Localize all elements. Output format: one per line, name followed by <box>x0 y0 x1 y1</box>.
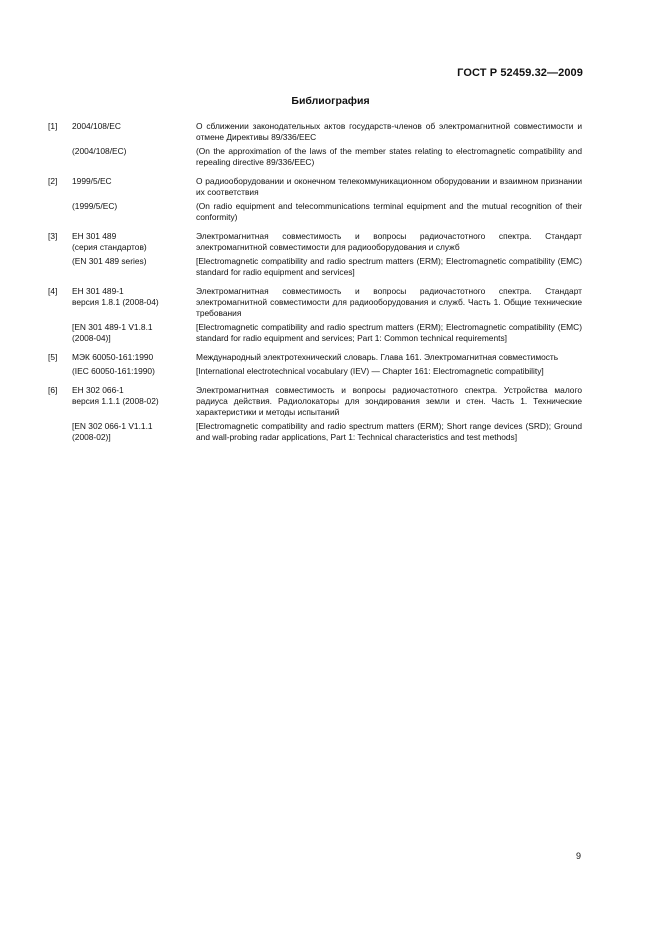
entry-ref-en: [EN 302 066-1 V1.1.1 (2008-02)] <box>72 421 153 442</box>
bibliography-entry <box>48 286 582 347</box>
entry-ref-en: (2004/108/EC) <box>72 146 127 156</box>
standard-code: ГОСТ Р 52459.32—2009 <box>457 67 583 79</box>
entry-text-ru: Электромагнитная совместимость и вопросы радиочастотного спектра. Стандарт электромагнитной совместимости для радиооборудования и служб. Часть 1. Общие технические требования <box>196 286 582 318</box>
entry-ref-ru: МЭК 60050-161:1990 <box>72 352 154 362</box>
entry-ref-ru: 1999/5/EC <box>72 176 112 186</box>
entry-number: [6] <box>48 385 58 395</box>
entry-number: [4] <box>48 286 58 296</box>
bibliography-entry <box>48 231 582 281</box>
entry-text-en: [International electrotechnical vocabulary (IEV) — Chapter 161: Electromagnetic compatibility] <box>196 366 544 376</box>
entry-number: [1] <box>48 121 58 131</box>
entry-text-en: (On radio equipment and telecommunications terminal equipment and the mutual recognition of their conformity) <box>196 201 582 222</box>
entry-text-ru: Электромагнитная совместимость и вопросы радиочастотного спектра. Устройства малого радиуса действия. Радиолокаторы для зондирования земли и стен. Часть 1. Технические характеристики и методы испытаний <box>196 385 582 417</box>
bibliography-list <box>48 121 582 451</box>
entry-ref-ru: 2004/108/EC <box>72 121 121 131</box>
bibliography-entry <box>48 176 582 226</box>
bibliography-entry <box>48 385 582 446</box>
bibliography-entry <box>48 352 582 380</box>
entry-ref-ru: ЕН 301 489-1 версия 1.8.1 (2008-04) <box>72 286 159 307</box>
entry-number: [2] <box>48 176 58 186</box>
entry-ref-en: (EN 301 489 series) <box>72 256 147 266</box>
entry-number: [3] <box>48 231 58 241</box>
entry-text-ru: Электромагнитная совместимость и вопросы радиочастотного спектра. Стандарт электромагнитной совместимости для радиооборудования и служб <box>196 231 582 252</box>
page-number: 9 <box>575 851 581 861</box>
entry-ref-en: [EN 301 489-1 V1.8.1 (2008-04)] <box>72 322 153 343</box>
entry-text-en: [Electromagnetic compatibility and radio spectrum matters (ERM); Short range devices (SRD); Ground and wall-probing radar applications, Part 1: Technical characteristics and test methods] <box>196 421 582 442</box>
entry-ref-ru: ЕН 302 066-1 версия 1.1.1 (2008-02) <box>72 385 159 406</box>
entry-ref-ru: ЕН 301 489 (серия стандартов) <box>72 231 147 252</box>
bibliography-entry <box>48 121 582 171</box>
entry-text-en: [Electromagnetic compatibility and radio spectrum matters (ERM); Electromagnetic compatibility (EMC) standard for radio equipment and services; Part 1: Common technical requirements] <box>196 322 582 343</box>
entry-text-ru: О сближении законодательных актов государств-членов об электромагнитной совместимости и отмене Директивы 89/336/EEC <box>196 121 582 142</box>
entry-ref-en: (IEC 60050-161:1990) <box>72 366 155 376</box>
entry-text-ru: Международный электротехнический словарь. Глава 161. Электромагнитная совместимость <box>196 352 559 362</box>
page-title: Библиография <box>291 95 370 107</box>
entry-text-en: [Electromagnetic compatibility and radio spectrum matters (ERM); Electromagnetic compatibility (EMC) standard for radio equipment and services] <box>196 256 582 277</box>
entry-text-ru: О радиооборудовании и оконечном телекоммуникационном оборудовании и взаимном признании их соответствия <box>196 176 582 197</box>
entry-ref-en: (1999/5/EC) <box>72 201 118 211</box>
entry-number: [5] <box>48 352 58 362</box>
entry-text-en: (On the approximation of the laws of the member states relating to electromagnetic compatibility and repealing directive 89/336/EEC) <box>196 146 582 167</box>
